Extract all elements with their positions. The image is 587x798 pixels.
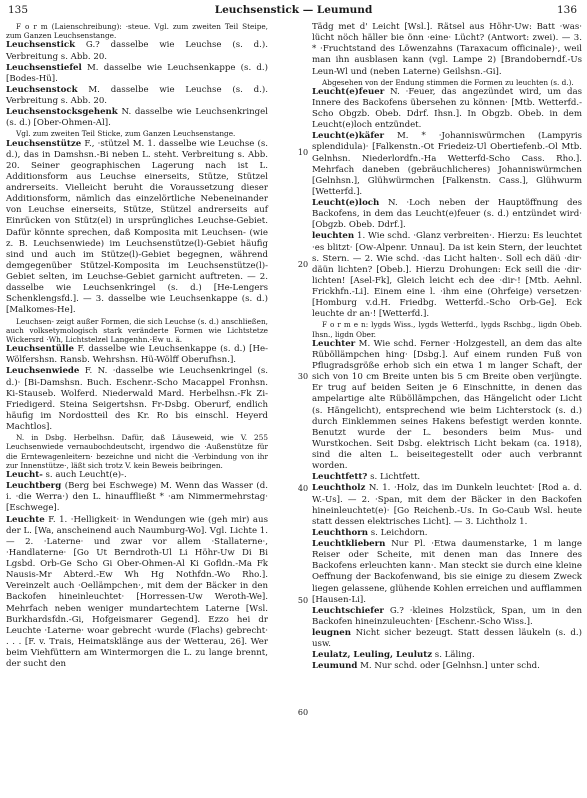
line-number: 40 [297,484,309,493]
entry-headword: Leuchter [312,338,356,349]
entry-headword: Leuchtschiefer [312,605,384,616]
entry-text: s. Läling. [432,650,475,661]
entry-text: M. * ·Johanniswürmchen (Lampyris splendidula)· [Falkenstn.-Ot Friedeiz-Ul Obertiefenb.-Ol Mtb. Gelnhsn. Niederlordfn.-Ha Wetterfd-Scho Cass. Rho.]. Mehrfach daneben (gebräuchlicheres) Johanniswürmchen [Gelnhsn.], Glühwürmchen [Falkenstn. Cass.], Glühwurm [Wetterfd.]. [312,131,582,197]
entry-headword: Leucht(e)loch [312,198,380,209]
dictionary-entry [312,606,582,628]
dictionary-entry [6,107,268,129]
note-paragraph [6,22,268,40]
entry-text: (Berg bei Eschwege) M. Wenn das Wasser (d. i. ·die Werra·) den L. hinauffließt * ·am Nimmermehrstag· [Eschwege]. [6,481,268,514]
page-number-left: 135 [8,4,29,16]
entry-text: N. ·Loch neben der Hauptöffnung des Backofens, in dem das Leucht(e)feuer (s. d.) entzündet wird· [Obgzb. Obeb. Ddrf.]. [312,198,582,231]
entry-text: M. dasselbe wie Leuchse (s. d.). Verbreitung s. Abb. 20. [6,84,268,107]
note-text: Vgl. zum zweiten Teil Sticke, zum Ganzen Leuchsenstange. [16,129,236,139]
entry-headword: Leuchsenstock [6,84,78,95]
note-text: Leuchsen- zeigt außer Formen, die sich Leuchse (s. d.) anschließen, auch volksetymologisch stark veränderte Formen wie Lichtstetze Wickersrd ·Wh, Lichtstelzel Langenhn.-Ew u. ä. [6,316,268,345]
dictionary-entry [6,344,268,366]
entry-text: N. dasselbe wie Leuchsenkringel (s. d.) [Ober-Ohmen-Al]. [6,107,268,129]
dictionary-entry [6,366,268,433]
entry-text: N. ·Feuer, das angezündet wird, um das Innere des Backofens übersehen zu können· [Mtb. Wetterfd.-Scho Obgzb. Obeb. Ddrf. Ihsn.]. In Obgzb. Obeb. in dem Leucht(e)loch entzündet. [312,86,582,131]
entry-headword: Leuchsenstiefel [6,62,82,73]
note-text: Abgesehen von der Endung stimmen die Formen zu leuchten (s. d.). [322,77,574,87]
entry-text: Nicht sicher bezeugt. Statt dessen läukeln (s. d.) usw. [312,628,582,650]
entry-headword: Leucht(e)feuer [312,86,385,97]
note-text: F o r m (Laienschreibung): ·steue. Vgl. zum zweiten Teil Steipe, zum Ganzen Leuchsenstange. [6,22,268,41]
line-number: 60 [297,708,309,717]
page-number-right: 136 [556,4,577,16]
left-column [6,22,268,670]
dictionary-entry [312,661,582,672]
dictionary-entry [312,628,582,650]
entry-headword: leugnen [312,628,351,639]
entry-headword: Leuchtberg [6,481,62,492]
entry-headword: Leuchtfett? [312,472,368,483]
entry-headword: Leuchsenstick [6,40,76,51]
dictionary-entry [312,231,582,320]
note-paragraph [6,433,268,470]
entry-text: F. dasselbe wie Leuchsenkappe (s. d.) [He-Wölfershsn. Ransb. Wehrshsn. Hü-Wölff Oberufhsn.]. [6,344,268,366]
dictionary-entry [312,650,582,661]
note-text: N. in Dsbg. Herbelhsn. Dafür, daß Läuseweid, wie V. 255 Leuchsenwiede vernaubochdeutscht, irgendwo die ·Außenstütze für die Erntewagenleitern· bezeichne und nicht die ·Verbindung von ihr zur Innenstütze·, läßt sich trotz V. kein Beweis beibringen. [6,433,268,470]
dictionary-entry [312,528,582,539]
entry-text: M. dasselbe wie Leuchsenkappe (s. d.) [Bodes-Hü]. [6,62,268,84]
line-number: 30 [297,372,309,381]
dictionary-entry [312,87,582,132]
dictionary-entry [312,339,582,473]
dictionary-entry [312,483,582,528]
entry-text: Tädg met d' Leicht [Wsl.]. Rätsel aus Höhr-Uw: Batt ·was· lücht nöch häller bie önn ·eine· Lücht? (Antwort: zwei). — 3. * ·Fruchtstand des Löwenzahns (Taraxacum officinale)·, weil man ihn ausblasen kann (vgl. Lampe 2) [Brandoberndf.-Us Leun-Wl und (neben Laterne) Geilshsn.-Gi]. [312,22,582,77]
line-number: 10 [297,148,309,157]
dictionary-entry [312,22,582,78]
dictionary-entry [312,539,582,606]
right-column [312,22,582,673]
entry-text: Nur Pl. ·Etwa daumenstarke, 1 m lange Reiser oder Scheite, mit denen man das Innere des Backofens erleuchten kann·. Man steckt sie durch eine kleine Oeffnung der Backofenwand, bis sie einige zu diesem Zweck liegen gelassene, glühende Kohlen erreichen und aufflammen [Hausen-Li]. [312,539,582,605]
note-paragraph [312,320,582,338]
entry-headword: Leuchte [6,514,45,525]
dictionary-entry [312,472,582,483]
entry-headword: Leuchsenstocksgehenk [6,107,118,118]
note-paragraph [6,129,268,138]
dictionary-entry [312,198,582,231]
dictionary-entry [6,40,268,62]
note-text: F o r m e n: lygds Wiss., lygds Wetterfd., lygds Rschbg., ligdn Obeb. Ihsn., ligdn Ober. [312,320,582,339]
entry-text: 1. Wie schd. ·Glanz verbreiten·. Hierzu: Es leuchtet ·es blitzt· [Ow-Alpenr. Unnau]. Da ist kein Stern, der leuchtet s. Stern. — 2. Wie schd. ·das Licht halten·. Soll ech däü ·dir· däün lichten? [Obeb.]. Hierzu Drohungen: Eck seill die ·dir· lichten! [Asel-Fk], Gleich leicht ech dee ·dir·! [Mtb. Aehnl. Frickhfn.-Li]. Einem eine l. ·ihm eine (Ohrfeige) versetzen· [Homburg v.d.H. Friedbg. Wetterfd.-Scho Orb-Ge]. Eck leuchte dr an·! [Wetterfd.]. [312,231,582,320]
entry-headword: Leuchsenwiede [6,366,80,377]
entry-headword: Leumund [312,661,358,672]
entry-text: M. Wie schd. Ferner ·Holzgestell, an dem das alte Rüböllämpchen hing· [Dsbg.]. Auf einem runden Fuß von Pflugradsgröße erhob sich ein etwa 1 m langer Schaft, der sich von 10 cm Breite unten bis 5 cm Breite oben verjüngte. Er trug auf beiden Seiten je 6 Einschnitte, in denen das ampelartige alte Rüböllämpchen, das Hängelicht oder Licht (s. Hängelicht), entsprechend wie beim Lichterstock (s. d.) durch Einklemmen seines Hakens befestigt werden konnte. Benutzt wurde der L. besonders beim Mus- und Wurstkochen. Seit Dsbg. elektrisch Licht bekam (ca. 1918), sind die alten L. beiseitegestellt oder auch verbrannt worden. [312,338,582,472]
entry-headword: leuchten [312,231,355,242]
entry-headword: Leucht- [6,470,43,481]
dictionary-entry [312,131,582,198]
page-header [0,4,587,18]
entry-text: s. Leichdorn. [367,527,428,538]
line-number: 20 [297,260,309,269]
entry-headword: Leuchtkliebern [312,539,386,550]
entry-text: F. N. ·dasselbe wie Leuchsenkringel (s. d.)· [Bi-Damshsn. Buch. Eschenr.-Scho Macappel Fronhsn. Ki-Stauseb. Wolferd. Niederwald Mard. Herbelhsn.-Fk Zi-Friedigerd. Steina Seigertshsn. Fr-Dsbg. Oberurf, endlich häufig im Nordostteil des Kr. Ro bis einschl. Heyerd Machtlos]. [6,366,268,433]
dictionary-entry [6,470,268,481]
entry-headword: Leuchthorn [312,527,368,538]
dictionary-entry [6,85,268,107]
running-title: Leuchsenstick — Leumund [214,4,373,16]
entry-text: G.? ·kleines Holzstück, Span, um in den Backofen hineinzuleuchten· [Eschenr.-Scho Wiss.]. [312,605,582,627]
dictionary-entry [6,481,268,514]
entry-headword: Leuchsentülle [6,344,75,355]
note-paragraph [312,78,582,87]
entry-text: s. auch Leucht(e)-. [42,470,127,481]
dictionary-entry [6,63,268,85]
entry-headword: Leulatz, Leuling, Leulutz [312,650,433,661]
line-number: 50 [297,596,309,605]
entry-text: G.? dasselbe wie Leuchse (s. d.). Verbreitung s. Abb. 20. [6,40,268,62]
entry-headword: Leuchtholz [312,483,366,494]
entry-headword: Leucht(e)käfer [312,131,385,142]
entry-headword: Leuchsenstütze [6,138,82,149]
entry-text: N. 1. ·Holz, das im Dunkeln leuchtet· [Rod a. d. W.-Us]. — 2. ·Span, mit dem der Bäcker in den Backofen hineinleuchtet(e)· [Go Reichenb.-Us. In Go-Caub Wsl. heute statt dessen elektrisches Licht]. — 3. Lichtholz 1. [312,483,582,527]
entry-text: s. Lichtfett. [367,472,421,483]
entry-text: F., ·stützel M. 1. dasselbe wie Leuchse (s. d.), das in Damshsn.-Bi neben L. steht. Verbreitung s. Abb. 20. Seiner geographischen Lagerung nach ist L. Additionsform aus Leuchse einerseits, Stütze, Stützel andrerseits. Vielleicht beruht die Voraussetzung dieser Additionsform, nämlich das einzelörtliche Nebeneinander von Leuchse einerseits, Stütze, Stützel andrerseits auf Einrücken von Stütz(el) in ursprüngliches Leuchse-Gebiet. Dafür könnte sprechen, daß Komposita mit Leuchsen- (wie z. B. Leuchsenwiede) im Leuchsenstütze(l)-Gebiet häufig sind und auch im Stütze(l)-Gebiet begegnen, während demgegenüber Stützel-Komposita im Leuchsenstütze(l)-Gebiet selten, im Leuchse-Gebiet garnicht auftreten. — 2. dasselbe wie Leuchsenkringel (s. d.) [He-Lengers Schenklengsfd.]. — 3. dasselbe wie Leuchsenkappe (s. d.) [Malkomes-He]. [6,138,268,316]
note-paragraph [6,317,268,345]
entry-text: M. Nur schd. oder [Gelnhsn.] unter schd. [357,661,540,672]
dictionary-entry [6,515,268,671]
dictionary-entry [6,139,268,317]
entry-text: F. 1. ·Helligkeit· in Wendungen wie (geh mir) aus der L. [Wa, anscheinend auch Naumburg-Wo]. Vgl. Lichte 1. — 2. ·Laterne· und zwar vor allem ·Stallaterne·, ·Handlaterne· [Go Ut Berndroth-Ul Li Höhr-Uw Di Bi Lgsbd. Orb-Ge Scho Gi Ober-Ohmen-Al Ki Gofldn.-Ma Fk Nausis-Mr Abterd.-Ew Wh Hg Nothfdn.-Wo Rho.]. Vereinzelt auch ·Oellämpchen·, mit dem der Bäcker in den Backofen hineinleuchtet· [Horressen-Uw Weroth-We]. Mehrfach neben weniger mundartechtem Laterne [Wsl. Burkhardsfdn.-Gi, Hofgeismarer Gegend]. Ezzo hei dr Leuchte ·Laterne· woar gebrecht ·wurde (Flachs) gebrecht· . . . [F. v. Trais, Heimatsklänge aus der Wetterau, 26]. Wer beim Viehfüttern am Wintermorgen die L. zu lange brennt, der sucht den [6,514,268,670]
